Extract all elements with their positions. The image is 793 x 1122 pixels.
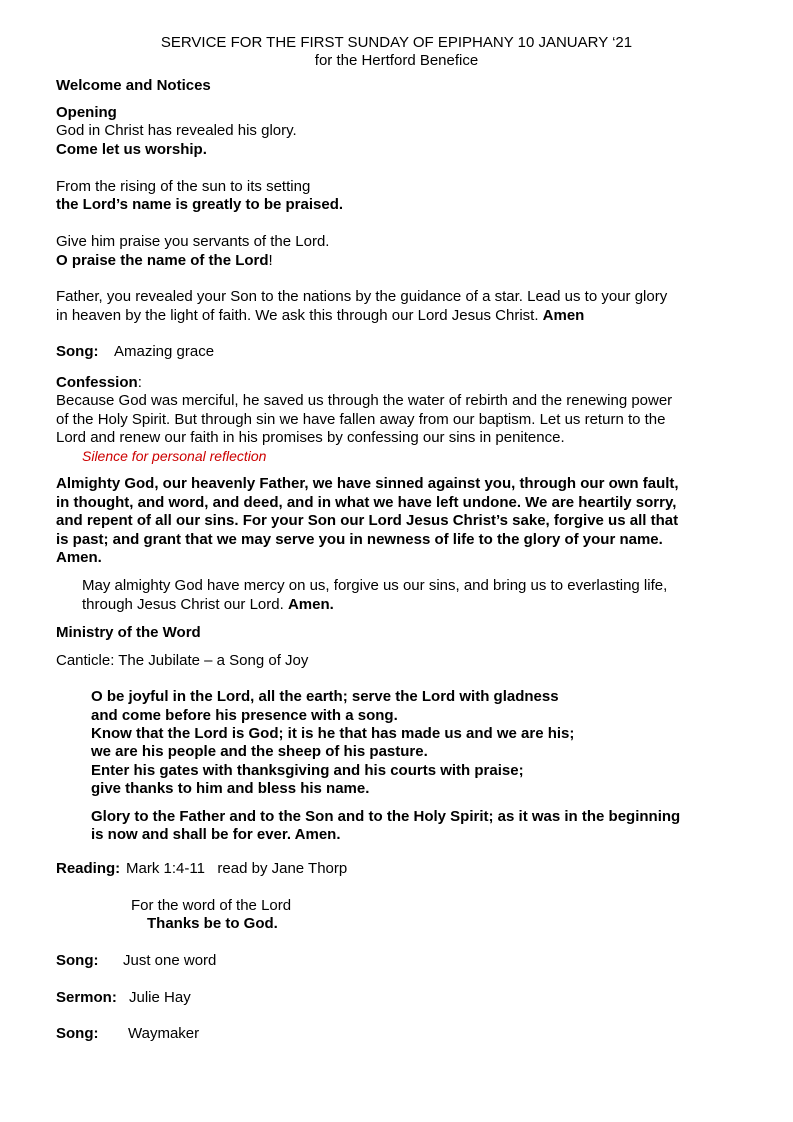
jubilate-line-6: give thanks to him and bless his name. bbox=[91, 780, 370, 797]
confession-prayer-1: Almighty God, our heavenly Father, we have sinned against you, through our own fault, bbox=[56, 475, 679, 492]
page-subtitle: for the Hertford Benefice bbox=[314, 52, 479, 69]
jubilate-line-1: O be joyful in the Lord, all the earth; serve the Lord with gladness bbox=[91, 688, 559, 705]
confession-heading: Confession bbox=[56, 374, 138, 391]
collect-line-1: Father, you revealed your Son to the nations by the guidance of a star. Lead us to your glory bbox=[56, 288, 668, 305]
song-2-title: Just one word bbox=[123, 952, 217, 969]
reading-details: Mark 1:4-11 read by Jane Thorp bbox=[126, 860, 348, 877]
canticle-title: Canticle: The Jubilate – a Song of Joy bbox=[56, 652, 309, 669]
gloria-line-1: Glory to the Father and to the Son and to the Holy Spirit; as it was in the beginning bbox=[91, 808, 681, 825]
confession-heading-row bbox=[56, 374, 142, 392]
absolution-amen: Amen. bbox=[287, 596, 334, 613]
reading-response-2: Thanks be to God. bbox=[147, 915, 278, 932]
welcome-heading: Welcome and Notices bbox=[56, 77, 211, 94]
opening-response-3-end: ! bbox=[268, 252, 273, 269]
sermon-row bbox=[56, 989, 191, 1007]
silence-rubric: Silence for personal reflection bbox=[82, 448, 267, 464]
reading-label: Reading: bbox=[56, 860, 121, 877]
gloria-line-2: is now and shall be for ever. Amen. bbox=[91, 826, 341, 843]
song-1-row bbox=[56, 343, 214, 361]
song-2-row bbox=[56, 952, 216, 970]
confession-colon: : bbox=[137, 374, 142, 391]
opening-heading: Opening bbox=[56, 104, 117, 121]
confession-prayer-2: in thought, and word, and deed, and in what we have left undone. We are heartily sorry, bbox=[56, 494, 677, 511]
song-3-row bbox=[56, 1025, 199, 1043]
confession-intro-3: Lord and renew our faith in his promises by confessing our sins in penitence. bbox=[56, 429, 565, 446]
absolution-2-text: through Jesus Christ our Lord. bbox=[82, 596, 284, 613]
reading-row bbox=[56, 860, 347, 878]
sermon-preacher: Julie Hay bbox=[129, 989, 191, 1006]
absolution-1: May almighty God have mercy on us, forgive us our sins, and bring us to everlasting life, bbox=[82, 577, 668, 594]
absolution-2 bbox=[82, 596, 334, 614]
opening-response-2: the Lord’s name is greatly to be praised. bbox=[56, 196, 344, 213]
collect-amen: Amen bbox=[542, 307, 585, 324]
confession-prayer-5: Amen. bbox=[56, 549, 102, 566]
opening-line-2: From the rising of the sun to its setting bbox=[56, 178, 311, 195]
song-3-title: Waymaker bbox=[128, 1025, 200, 1042]
confession-prayer-3: and repent of all our sins. For your Son our Lord Jesus Christ’s sake, forgive us all that bbox=[56, 512, 679, 529]
opening-line-1: God in Christ has revealed his glory. bbox=[56, 122, 297, 139]
reading-response-1: For the word of the Lord bbox=[131, 897, 292, 914]
song-1-title: Amazing grace bbox=[114, 343, 215, 360]
opening-response-1: Come let us worship. bbox=[56, 141, 207, 158]
jubilate-line-5: Enter his gates with thanksgiving and his courts with praise; bbox=[91, 762, 524, 779]
opening-line-3: Give him praise you servants of the Lord. bbox=[56, 233, 330, 250]
sermon-label: Sermon: bbox=[56, 989, 117, 1006]
opening-response-3-text: O praise the name of the Lord bbox=[56, 252, 269, 269]
page-title: SERVICE FOR THE FIRST SUNDAY OF EPIPHANY 10 JANUARY ‘21 bbox=[160, 34, 633, 51]
opening-response-3 bbox=[56, 252, 273, 270]
ministry-heading: Ministry of the Word bbox=[56, 624, 201, 641]
song-1-label: Song: bbox=[56, 343, 99, 360]
jubilate-line-3: Know that the Lord is God; it is he that has made us and we are his; bbox=[91, 725, 575, 742]
collect-line-2 bbox=[56, 307, 584, 325]
confession-intro-2: of the Holy Spirit. But through sin we have fallen away from our baptism. Let us return to the bbox=[56, 411, 666, 428]
song-2-label: Song: bbox=[56, 952, 99, 969]
jubilate-line-4: we are his people and the sheep of his pasture. bbox=[91, 743, 428, 760]
confession-prayer-4: is past; and grant that we may serve you in newness of life to the glory of your name. bbox=[56, 531, 663, 548]
jubilate-line-2: and come before his presence with a song. bbox=[91, 707, 398, 724]
collect-line-2-text: in heaven by the light of faith. We ask this through our Lord Jesus Christ. bbox=[56, 307, 539, 324]
song-3-label: Song: bbox=[56, 1025, 99, 1042]
confession-intro-1: Because God was merciful, he saved us through the water of rebirth and the renewing power bbox=[56, 392, 673, 409]
